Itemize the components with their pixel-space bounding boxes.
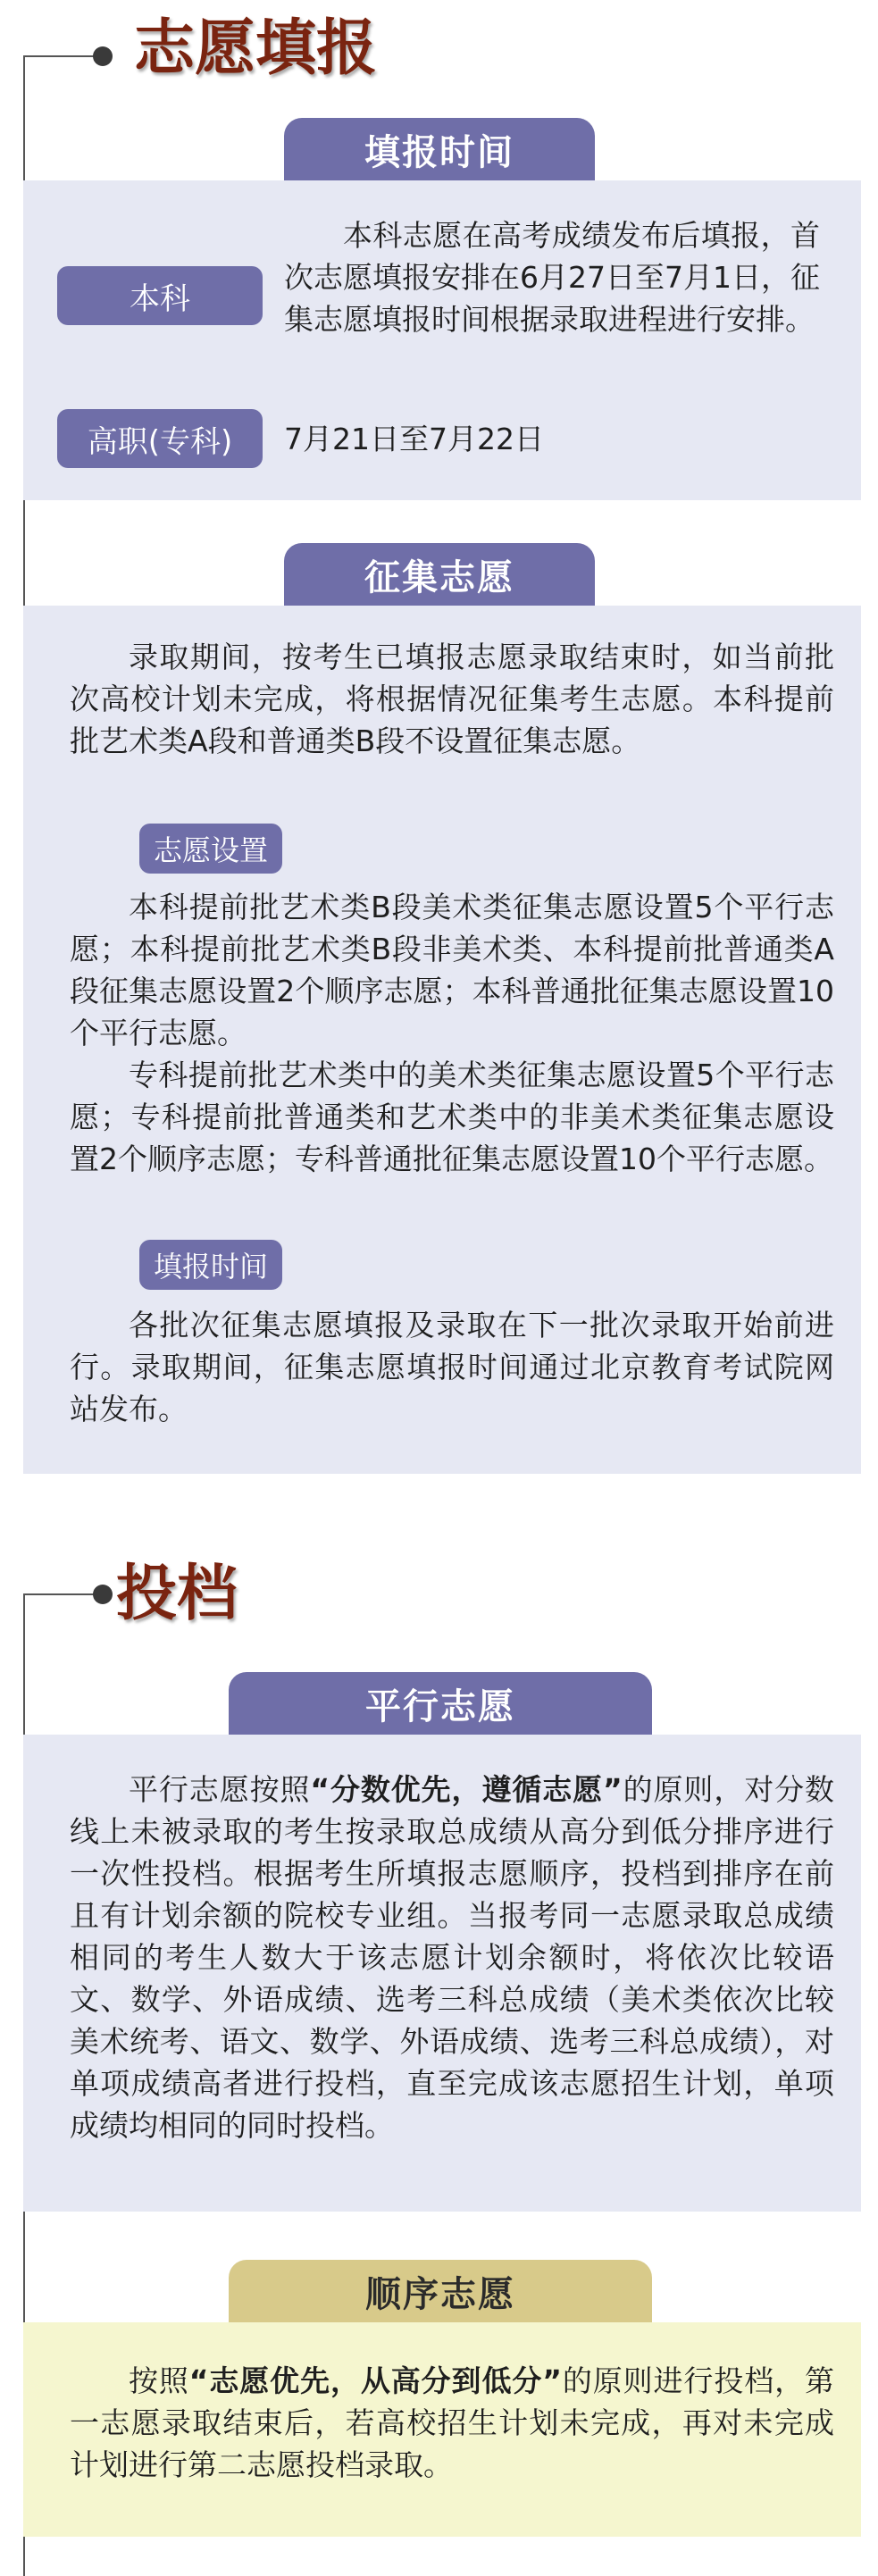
sequence-panel (23, 2322, 861, 2537)
parallel-text (70, 1769, 834, 2146)
section1-title: 志愿填报 (134, 13, 378, 84)
tab-parallel (229, 1672, 652, 1735)
benke-text: 本科志愿在高考成绩发布后填报，首次志愿填报安排在6月27日至7月1日，征集志愿填报时间根据录取进程进行安排。 (284, 218, 820, 337)
fill-time-panel (23, 180, 861, 500)
sequence-text-pre: 按照 (129, 2363, 189, 2398)
setting-paragraph-2: 专科提前批艺术类中的美术类征集志愿设置5个平行志愿；专科提前批普通类和艺术类中的非美术类征集志愿设置2个顺序志愿；专科普通批征集志愿设置10个平行志愿。 (70, 1058, 834, 1176)
parallel-text-pre: 平行志愿按照 (129, 1772, 311, 1807)
sub-label-setting: 志愿设置 (139, 824, 282, 874)
section1-connector (23, 55, 100, 57)
section1-bullet (93, 46, 113, 66)
sequence-text-post: 的原则进行投档，第一志愿录取结束后，若高校招生计划未完成，再对未完成计划进行第二志愿投档录取。 (70, 2363, 835, 2482)
sequence-text-bold: “志愿优先，从高分到低分” (188, 2363, 562, 2398)
fill-time-text: 各批次征集志愿填报及录取在下一批次录取开始前进行。录取期间，征集志愿填报时间通过北京教育考试院网站发布。 (70, 1308, 834, 1426)
tab-solicitation: 征集志愿 (284, 543, 595, 606)
parallel-text-bold: “分数优先，遵循志愿” (310, 1772, 623, 1807)
section2-title: 投档 (116, 1558, 238, 1629)
parallel-text-post: 的原则，对分数线上未被录取的考生按录取总成绩从高分到低分排序进行一次性投档。根据考生所填报志愿顺序，投档到排序在前且有计划余额的院校专业组。当报考同一志愿录取总成绩相同的考生人数大于该志愿计划余额时，将依次比较语文、数学、外语成绩、选考三科总成绩（美术类依次比较美术统考、语文、数学、外语成绩、选考三科总成绩），对单项成绩高者进行投档，直至完成该志愿招生计划，单项成绩均相同的同时投档。 (70, 1772, 835, 2143)
solicitation-panel (23, 606, 861, 1474)
tab-sequence (229, 2260, 652, 2322)
tab-fill-time: 填报时间 (284, 118, 595, 180)
setting-paragraph-1: 本科提前批艺术类B段美术类征集志愿设置5个平行志愿；本科提前批艺术类B段非美术类、本科提前批普通类A段征集志愿设置2个顺序志愿；本科普通批征集志愿设置10个平行志愿。 (70, 890, 834, 1050)
tab-parallel-label: 平行志愿 (365, 1685, 515, 1727)
parallel-panel (23, 1735, 861, 2212)
sub-label-fill-time: 填报时间 (139, 1240, 282, 1290)
label-gaozhi: 高职(专科) (57, 409, 263, 468)
section2-connector (23, 1593, 100, 1595)
gaozhi-text: 7月21日至7月22日 (284, 422, 544, 456)
tab-sequence-label: 顺序志愿 (365, 2273, 515, 2315)
section2-bullet (93, 1585, 113, 1604)
solicitation-intro: 录取期间，按考生已填报志愿录取结束时，如当前批次高校计划未完成，将根据情况征集考生志愿。本科提前批艺术类A段和普通类B段不设置征集志愿。 (70, 640, 834, 758)
sequence-text (70, 2360, 834, 2486)
label-benke: 本科 (57, 266, 263, 325)
